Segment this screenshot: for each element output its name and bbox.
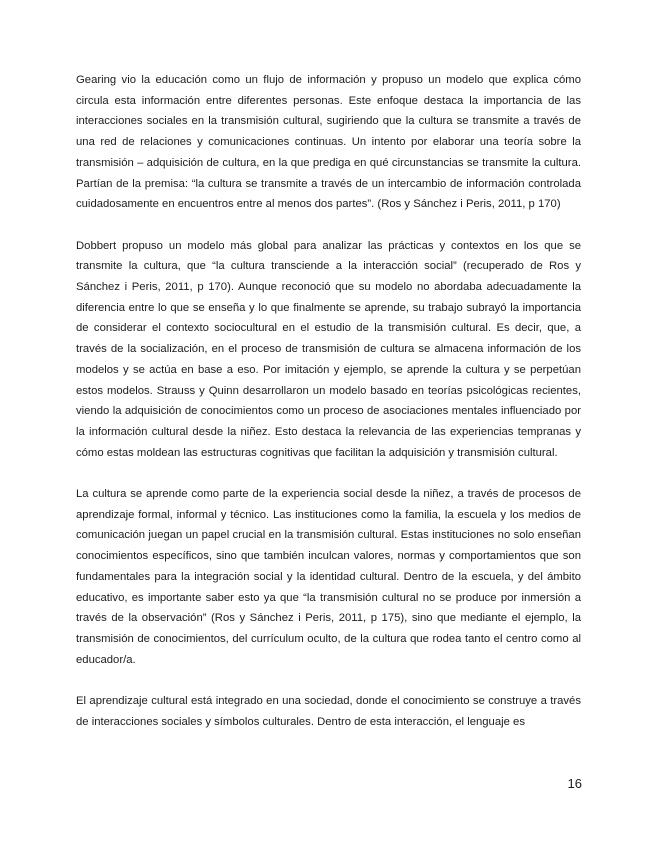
page-number: 16 (567, 776, 582, 791)
paragraph-4: El aprendizaje cultural está integrado en una sociedad, donde el conocimiento se construye a través de interacciones sociales y símbolos culturales. Dentro de esta interacción, el lenguaje es (76, 695, 581, 728)
paragraph-3: La cultura se aprende como parte de la experiencia social desde la niñez, a través de procesos de aprendizaje formal, informal y técnico. Las instituciones como la familia, la escuela y los medios de comunicación juegan un papel crucial en la transmisión cultural. Estas instituciones no solo enseñan conocimientos específicos, sino que también inculcan valores, normas y comportamientos que son fundamentales para la integración social y la identidad cultural. Dentro de la escuela, y del ámbito educativo, es importante saber esto ya que “la transmisión cultural no se produce por inmersión a través de la observación” (Ros y Sánchez i Peris, 2011, p 175), sino que mediante el ejemplo, la transmisión de conocimientos, del currículum oculto, de la cultura que rodea tanto el centro como al educador/a. (76, 488, 581, 666)
paragraph-1: Gearing vio la educación como un flujo de información y propuso un modelo que explica cómo circula esta información entre diferentes personas. Este enfoque destaca la importancia de las interacciones sociales en la transmisión cultural, sugiriendo que la cultura se transmite a través de una red de relaciones y comunicaciones continuas. Un intento por elaborar una teoría sobre la transmisión – adquisición de cultura, en la que prediga en qué circunstancias se transmite la cultura. Partían de la premisa: “la cultura se transmite a través de un intercambio de información controlada cuidadosamente en encuentros entre al menos dos partes”. (Ros y Sánchez i Peris, 2011, p 170) (76, 74, 581, 211)
paragraph-2: Dobbert propuso un modelo más global para analizar las prácticas y contextos en los que se transmite la cultura, que “la cultura transciende a la interacción social” (recuperado de Ros y Sánchez i Peris, 2011, p 170). Aunque reconoció que su modelo no abordaba adecuadamente la diferencia entre lo que se enseña y lo que finalmente se aprende, su trabajo subrayó la importancia de considerar el contexto sociocultural en el estudio de la transmisión cultural. Es decir, que, a través de la socialización, en el proceso de transmisión de cultura se almacena información de los modelos y se actúa en base a eso. Por imitación y ejemplo, se aprende la cultura y se perpetúan estos modelos. Strauss y Quinn desarrollaron un modelo basado en teorías psicológicas recientes, viendo la adquisición de conocimientos como un proceso de asociaciones mentales influenciado por la información cultural desde la niñez. Esto destaca la relevancia de las experiencias tempranas y cómo estas moldean las estructuras cognitivas que facilitan la adquisición y transmisión cultural. (76, 239, 581, 459)
body-text (76, 70, 581, 753)
